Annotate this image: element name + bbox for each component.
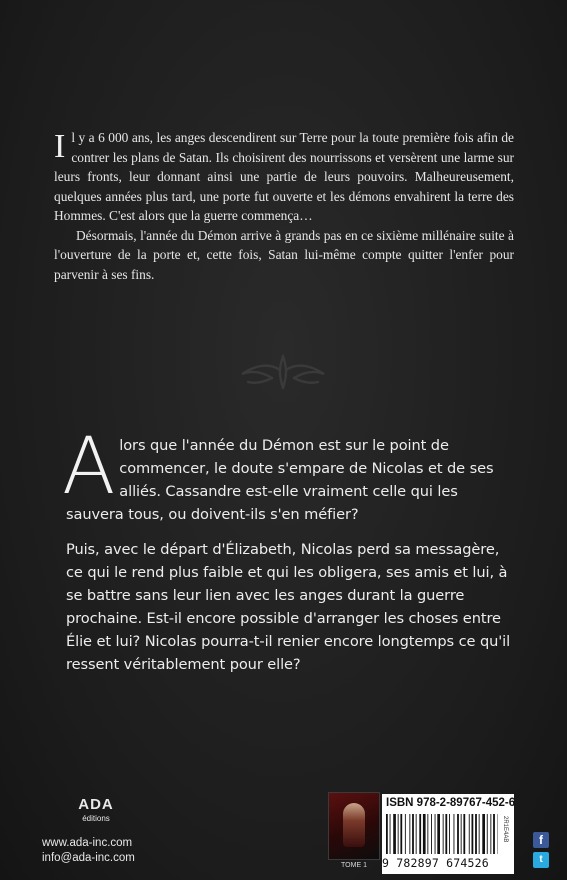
barcode-bar — [463, 814, 465, 854]
publisher-contact — [42, 836, 135, 866]
publisher-email[interactable]: info@ada-inc.com — [42, 852, 135, 864]
barcode-bar — [423, 814, 426, 854]
barcode-bar — [393, 814, 396, 854]
publisher-logo-mark: ADA — [78, 796, 114, 813]
barcode-bar — [490, 814, 491, 854]
prologue-dropcap: I — [54, 128, 66, 165]
isbn-barcode-box — [382, 794, 514, 874]
barcode-bar — [454, 814, 455, 854]
barcode-bar — [431, 814, 432, 854]
barcode-bar — [386, 814, 388, 854]
prologue-paragraph-1 — [54, 128, 514, 226]
barcode-bar — [398, 814, 399, 854]
thumbnail-caption: TOME 1 — [341, 862, 367, 869]
barcode-bar — [400, 814, 402, 854]
barcode-bar — [475, 814, 477, 854]
facebook-icon[interactable]: f — [533, 832, 549, 848]
barcode-bar — [493, 814, 495, 854]
isbn-label: ISBN 978-2-89767-452-6 — [386, 797, 516, 809]
publisher-logo-subtitle: éditions — [82, 814, 110, 823]
barcode-bar — [409, 814, 410, 854]
barcode-bar — [390, 814, 391, 854]
cover-thumbnail-figure — [343, 803, 365, 847]
barcode-icon — [386, 814, 498, 854]
barcode-bar — [457, 814, 459, 854]
barcode-bar — [443, 814, 444, 854]
barcode-bar — [472, 814, 474, 854]
publisher-website[interactable]: www.ada-inc.com — [42, 837, 133, 849]
prologue-paragraph-1-text: l y a 6 000 ans, les anges descendirent sur Terre pour la toute première fois afin de contrer les plans de Satan. Ils choisirent des nourrissons et versèrent une larme sur leurs fronts, leur donnant ainsi une partie de leurs pouvoirs. Malheureusement, quelques années plus tard, une porte fut ouverte et les démons envahirent la terre des Hommes. C'est alors que la guerre commença… — [54, 130, 514, 223]
prologue-paragraph-2: Désormais, l'année du Démon arrive à grands pas en ce sixième millénaire suite à l'ouverture de la porte et, cette fois, Satan lui-même compte quitter l'enfer pour parvenir à ses fins. — [54, 227, 514, 282]
blurb-text — [62, 422, 516, 688]
cover-thumbnail — [328, 792, 380, 860]
barcode-bar — [427, 814, 428, 854]
barcode-bar — [445, 814, 447, 854]
publisher-block — [42, 796, 135, 866]
blurb-paragraph-1-text: lors que l'année du Démon est sur le point de commencer, le doute s'empare de Nicolas et de ses alliés. Cassandre est-elle vraiment celle qui les sauvera tous, ou doivent-ils s'en méfier? — [66, 437, 494, 523]
blurb-paragraph-1 — [62, 422, 516, 526]
barcode-bar — [461, 814, 462, 854]
publisher-logo — [76, 796, 116, 830]
prologue-text — [54, 128, 514, 284]
barcode-bar — [479, 814, 480, 854]
tribal-ornament-icon — [228, 352, 338, 392]
barcode-bar — [419, 814, 421, 854]
barcode-bar — [405, 814, 406, 854]
twitter-icon[interactable]: t — [533, 852, 549, 868]
barcode-bar — [435, 814, 436, 854]
barcode-digits: 9 782897 674526 — [382, 856, 489, 870]
isbn-side-code: 2R1E4AB — [502, 816, 508, 843]
blurb-dropcap: A — [62, 422, 116, 512]
barcode-bar — [482, 814, 485, 854]
barcode-bar — [437, 814, 440, 854]
blurb-paragraph-2: Puis, avec le départ d'Élizabeth, Nicolas perd sa messagère, ce qui le rend plus faible et qui les obligera, ses amis et lui, à se battre sans leur lien avec les anges durant la guerre prochaine. Est-il encore possible d'arranger les choses entre Élie et lui? Nicolas pourra-t-il renier encore longtemps ce qu'il ressent véritablement pour elle? — [66, 541, 511, 673]
barcode-bar — [487, 814, 488, 854]
barcode-bar — [449, 814, 450, 854]
barcode-bar — [412, 814, 414, 854]
barcode-bar — [469, 814, 470, 854]
barcode-bar — [416, 814, 417, 854]
